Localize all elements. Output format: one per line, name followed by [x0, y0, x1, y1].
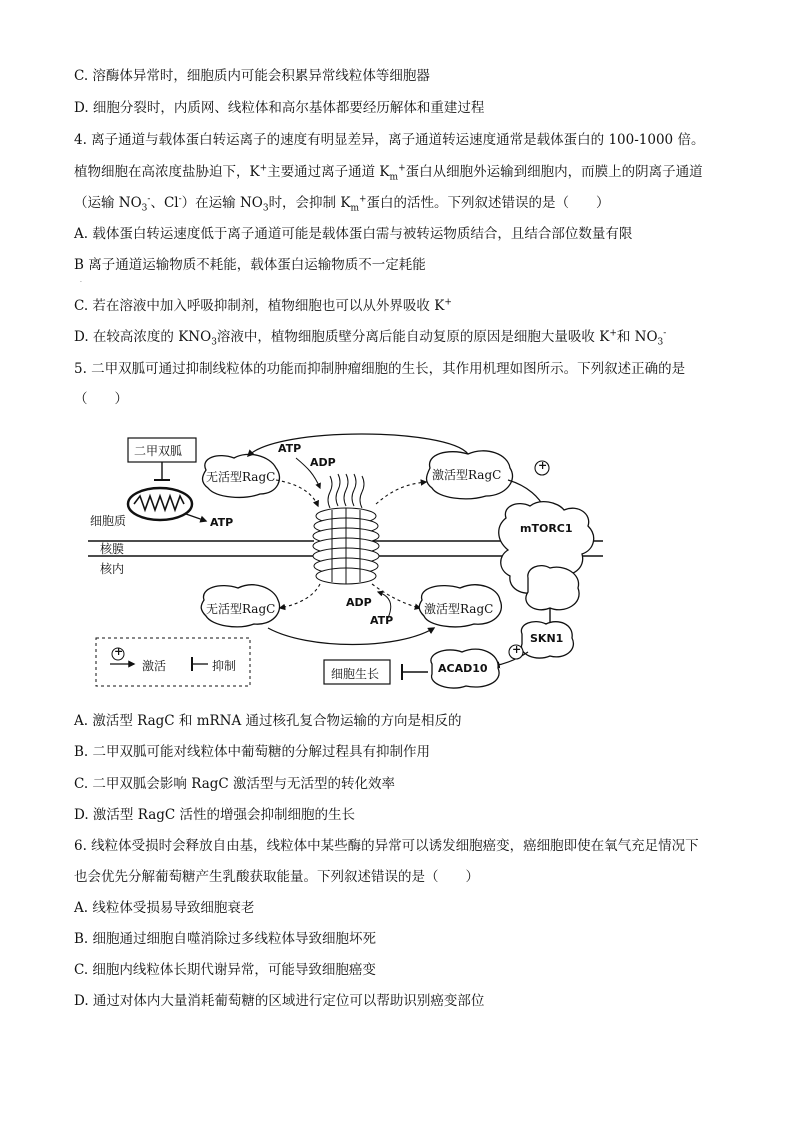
atp-label-bottom: ATP — [370, 614, 394, 627]
question-6-option-c: C. 细胞内线粒体长期代谢异常，可能导致细胞癌变 — [74, 962, 376, 978]
question-5-option-c: C. 二甲双胍会影响 RagC 激活型与无活型的转化效率 — [74, 776, 396, 792]
cytoplasm-label: 细胞质 — [90, 514, 127, 528]
nuclear-pore-complex — [313, 474, 379, 584]
nuclear-membrane-label: 核膜 — [100, 542, 125, 556]
mechanism-diagram — [88, 428, 618, 690]
nucleus-label: 核内 — [100, 562, 125, 576]
inactive-ragc-bottom-label: 无活型RagC — [206, 602, 276, 616]
question-5-line-2: （ ） — [74, 391, 128, 407]
acad10-label: ACAD10 — [438, 662, 488, 675]
question-4-line-3: （运输 $NO_3^-$、Cl-）在运输 $NO_3$时，会抑制 $K_m^+$蛋白的活性。下列叙述错误的是（ ） — [74, 194, 610, 214]
inactive-ragc-top-label: 无活型RagC — [206, 470, 276, 484]
skn1-label: SKN1 — [530, 632, 564, 645]
plus-symbol-top: + — [538, 459, 548, 472]
legend-activate-label: 激活 — [142, 659, 167, 673]
adp-label-bottom: ADP — [346, 596, 372, 609]
plus-symbol-bottom: + — [512, 643, 522, 656]
active-ragc-bottom-label: 激活型RagC — [424, 602, 494, 616]
atp-label-top: ATP — [278, 442, 302, 455]
question-5-option-b: B. 二甲双胍可能对线粒体中葡萄糖的分解过程具有抑制作用 — [74, 744, 431, 760]
active-ragc-top-label: 激活型RagC — [432, 468, 502, 482]
question-4-option-d: D. 在较高浓度的 $KNO_3$溶液中，植物细胞质壁分离后能自动复原的原因是细胞大量吸收 K+和 $NO_3^-$ — [74, 328, 667, 348]
question-6-option-b: B. 细胞通过细胞自噬消除过多线粒体导致细胞坏死 — [74, 931, 377, 947]
legend-inhibit-label: 抑制 — [212, 659, 237, 673]
mitochondrion-icon — [128, 488, 192, 520]
question-4-option-c: C. 若在溶液中加入呼吸抑制剂，植物细胞也可以从外界吸收 K+ — [74, 297, 452, 314]
question-4-line-1: 4. 离子通道与载体蛋白转运离子的速度有明显差异，离子通道转运速度通常是载体蛋白的 100-1000 倍。 — [74, 132, 705, 148]
mtorc1-label: mTORC1 — [520, 522, 573, 535]
adp-label-top: ADP — [310, 456, 336, 469]
question-4-line-2: 植物细胞在高浓度盐胁迫下，K+主要通过离子通道 $K_m^+$蛋白从细胞外运输到细胞内，而膜上的阴离子通道 — [74, 163, 703, 183]
question-4-option-b: B 离子通道运输物质不耗能，载体蛋白运输物质不一定耗能 — [74, 257, 426, 273]
question-6-option-d: D. 通过对体内大量消耗葡萄糖的区域进行定位可以帮助识别癌变部位 — [74, 993, 485, 1009]
cell-growth-label: 细胞生长 — [331, 667, 380, 681]
question-5-option-d: D. 激活型 RagC 活性的增强会抑制细胞的生长 — [74, 807, 356, 823]
question-5-line-1: 5. 二甲双胍可通过抑制线粒体的功能而抑制肿瘤细胞的生长，其作用机理如图所示。下列叙述正确的是 — [74, 361, 686, 377]
stray-dot: · — [80, 279, 82, 286]
question-4-option-a: A. 载体蛋白转运速度低于离子通道可能是载体蛋白需与被转运物质结合，且结合部位数量有限 — [74, 226, 633, 242]
option-d-cell-division: D. 细胞分裂时，内质网、线粒体和高尔基体都要经历解体和重建过程 — [74, 100, 485, 116]
question-5-option-a: A. 激活型 RagC 和 mRNA 通过核孔复合物运输的方向是相反的 — [74, 713, 462, 729]
question-6-line-2: 也会优先分解葡萄糖产生乳酸获取能量。下列叙述错误的是（ ） — [74, 869, 479, 885]
drug-label: 二甲双胍 — [134, 444, 183, 458]
question-6-option-a: A. 线粒体受损易导致细胞衰老 — [74, 900, 255, 916]
atp-label-mito: ATP — [210, 516, 234, 529]
option-c-lysosome: C. 溶酶体异常时，细胞质内可能会积累异常线粒体等细胞器 — [74, 68, 430, 84]
legend-plus-symbol: + — [114, 645, 124, 658]
question-6-line-1: 6. 线粒体受损时会释放自由基，线粒体中某些酶的异常可以诱发细胞癌变，癌细胞即使在氧气充足情况下 — [74, 838, 699, 854]
